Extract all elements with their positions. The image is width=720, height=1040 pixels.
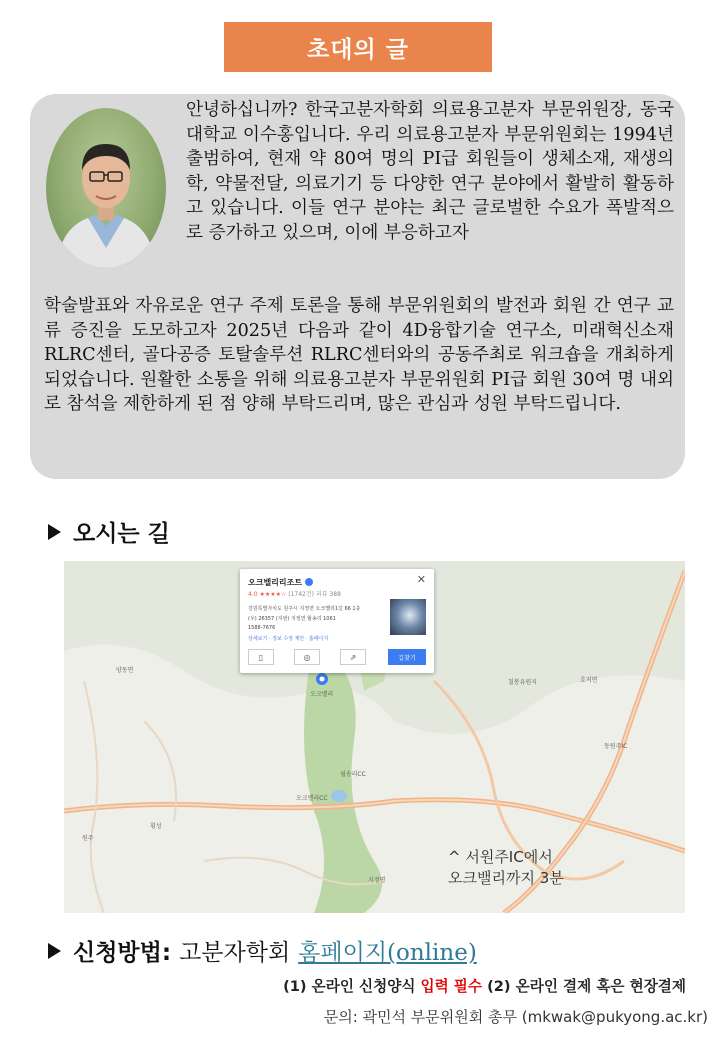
invitation-body — [44, 294, 674, 417]
apply-heading-org: 고분자학회 — [179, 940, 291, 966]
close-icon[interactable]: ✕ — [416, 573, 426, 586]
map-label: 양동면 — [116, 667, 134, 674]
map[interactable] — [64, 561, 685, 913]
bookmark-icon[interactable]: ▯ — [248, 649, 274, 665]
place-postal: (우) 26357 (지번) 지정면 월송리 1061 — [248, 616, 336, 622]
invitation-intro — [186, 98, 674, 245]
directions-heading — [48, 515, 170, 548]
place-address: 강원특별자치도 원주시 지정면 오크밸리1길 66 1층 — [248, 606, 361, 612]
verified-icon — [305, 578, 313, 586]
homepage-link[interactable]: 홈페이지(online) — [298, 940, 477, 966]
map-label: 동원주IC — [604, 743, 628, 750]
place-name[interactable]: 오크밸리리조트 — [248, 577, 313, 588]
place-links[interactable]: 상세보기 · 정보 수정 제안 · 홈페이지 — [248, 636, 329, 642]
place-phone: 1588-7676 — [248, 625, 276, 631]
map-label: 원주 — [82, 835, 94, 842]
apply-heading — [48, 934, 477, 967]
map-label: 칠봉유원지 — [508, 679, 537, 686]
place-popup[interactable] — [240, 569, 434, 673]
apply-heading-text: 신청방법: — [73, 940, 172, 966]
map-label: 오크밸리CC — [296, 795, 328, 802]
map-label: 호저면 — [580, 677, 598, 684]
location-pin-icon[interactable]: ◎ — [294, 649, 320, 665]
map-label: 지정면 — [368, 877, 386, 884]
directions-heading-text: 오시는 길 — [73, 521, 170, 547]
invitation-intro-text: 안녕하십니까? 한국고분자학회 의료용고분자 부문위원장, 동국대학교 이수홍입니다. 우리 의료용고분자 부문위원회는 1994년 출범하여, 현재 약 80여 명의 PI급 회원들이 생체소재, 재생의학, 약물전달, 의료기기 등 다양한 연구 분야에서 활발히 활동하고 있습니다. 이들 연구 분야는 최근 글로벌한 수요가 폭발적으로 증가하고 있으며, 이에 부응하고자 — [186, 100, 674, 243]
map-label: 월송리CC — [340, 771, 366, 778]
avatar — [46, 108, 166, 268]
page-title: 초대의 글 — [224, 22, 492, 72]
apply-steps: (1) 온라인 신청양식 입력 필수 (2) 온라인 결제 혹은 현장결제 — [283, 978, 686, 995]
map-label: 오크밸리 — [310, 691, 334, 698]
place-thumbnail[interactable] — [390, 599, 426, 635]
required-badge: 입력 필수 — [420, 978, 483, 995]
arrow-bullet-icon — [48, 524, 61, 540]
directions-button[interactable]: 길찾기 — [388, 649, 426, 665]
arrow-bullet-icon — [48, 943, 61, 959]
map-note: ^ 서원주IC에서 오크밸리까지 3분 — [448, 848, 564, 887]
share-icon[interactable]: ⇗ — [340, 649, 366, 665]
contact-info: 문의: 곽민석 부문위원회 총무 (mkwak@pukyong.ac.kr) — [323, 1008, 708, 1026]
invitation-body-text: 학술발표와 자유로운 연구 주제 토론을 통해 부문위원회의 발전과 회원 간 연구 교류 증진을 도모하고자 2025년 다음과 같이 4D융합기술 연구소, 미래혁신소재 RLRC센터, 골다공증 토탈솔루션 RLRC센터와의 공동주최로 워크숍을 개최하게 되었습니다. 원활한 소통을 위해 의료용고분자 부문위원회 PI급 회원 30여 명 내외로 참석을 제한하게 된 점 양해 부탁드리며, 많은 관심과 성원 부탁드립니다. — [44, 296, 674, 414]
map-label: 횡성 — [150, 823, 162, 830]
place-rating: 4.0 ★★★★☆ (1742건) 리뷰 388 — [248, 591, 341, 598]
